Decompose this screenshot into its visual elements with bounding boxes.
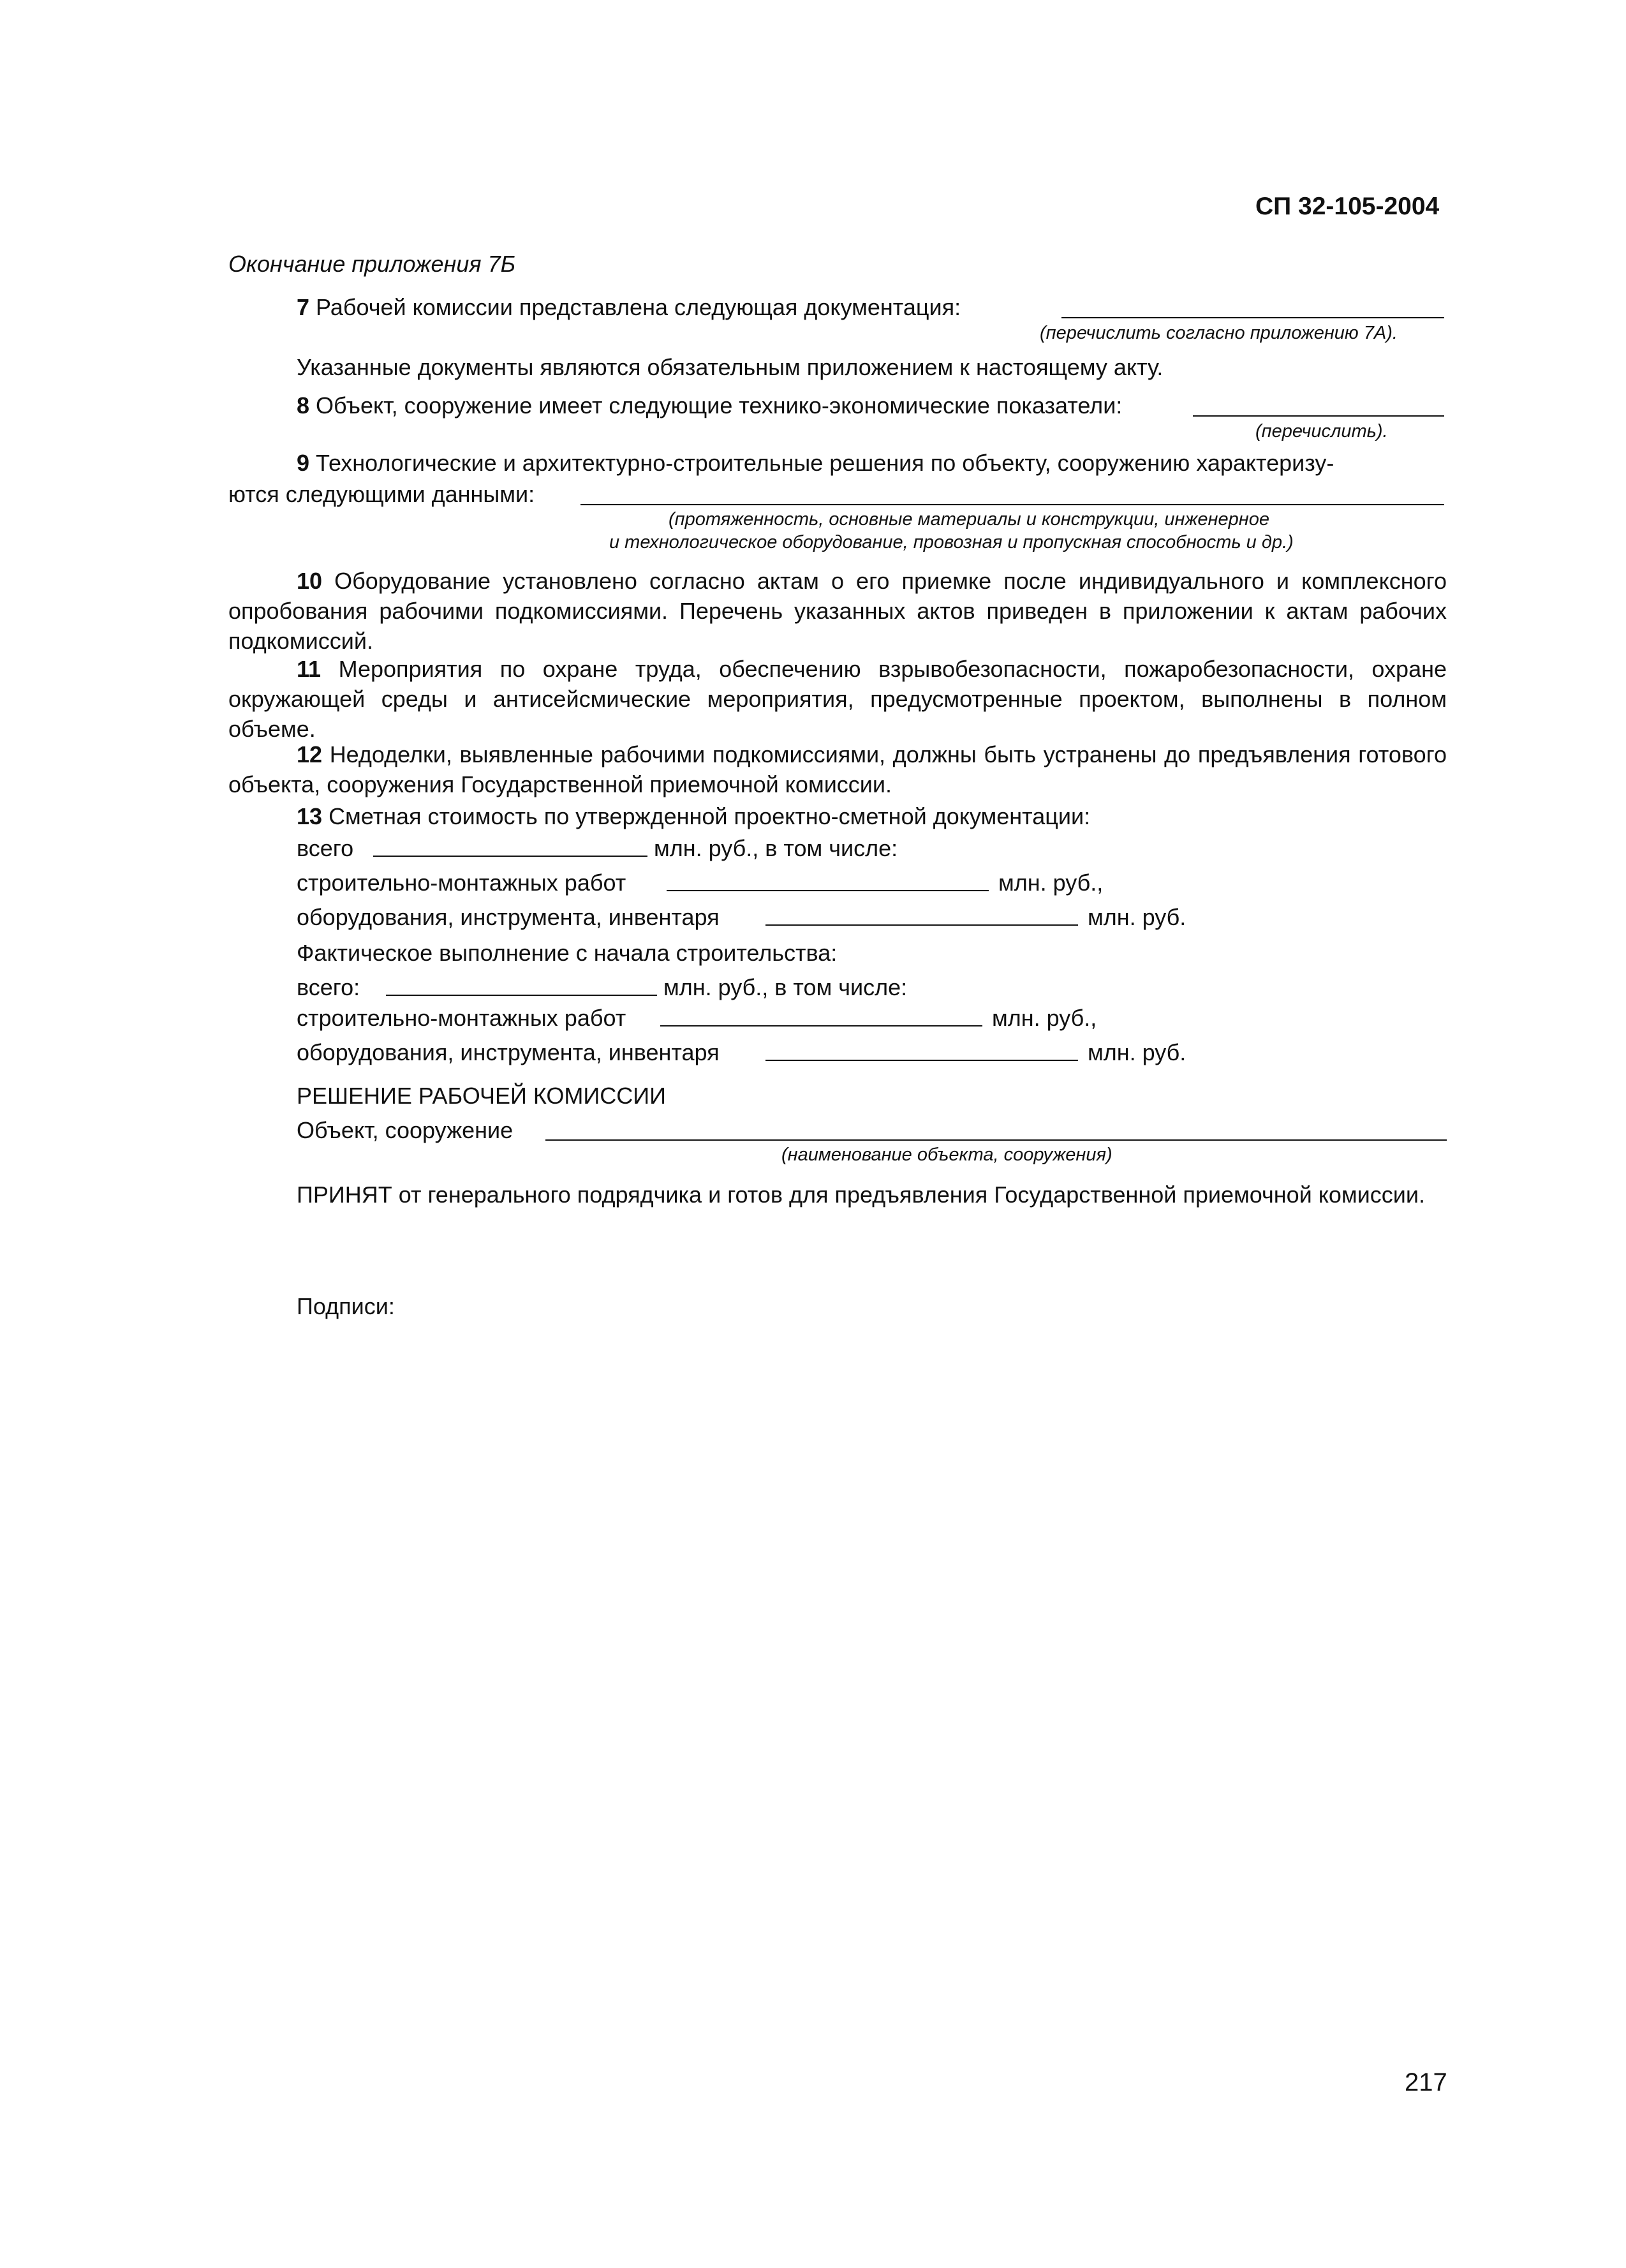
item-8 — [297, 394, 1122, 417]
estimate-smr-label: строительно-монтажных работ — [297, 870, 626, 896]
accepted-statement: ПРИНЯТ от генерального подрядчика и готов для предъявления Государственной приемочной комиссии. — [297, 1182, 1426, 1208]
item-7 — [297, 296, 961, 319]
item-13 — [297, 805, 1090, 828]
actual-equipment-blank[interactable] — [765, 1060, 1078, 1061]
item-number: 9 — [297, 450, 310, 476]
item-10 — [228, 567, 1447, 656]
actual-smr-label: строительно-монтажных работ — [297, 1005, 626, 1031]
estimate-smr-suffix: млн. руб., — [998, 870, 1104, 896]
actual-smr-suffix: млн. руб., — [992, 1005, 1097, 1031]
decision-title: РЕШЕНИЕ РАБОЧЕЙ КОМИССИИ — [297, 1083, 667, 1109]
signatures-label: Подписи: — [297, 1293, 395, 1319]
item-9-hint-1: (протяженность, основные материалы и конструкции, инженерное — [669, 509, 1269, 530]
object-name-blank[interactable] — [545, 1139, 1447, 1141]
item-9-hint-2: и технологическое оборудование, провозная и пропускная способность и др.) — [609, 532, 1294, 552]
object-hint: (наименование объекта, сооружения) — [781, 1145, 1112, 1165]
item-8-blank-line[interactable] — [1193, 415, 1444, 417]
item-12 — [228, 740, 1447, 800]
actual-equipment-suffix: млн. руб. — [1088, 1039, 1186, 1065]
item-number: 13 — [297, 803, 323, 829]
item-number: 11 — [297, 656, 322, 682]
item-number: 7 — [297, 294, 310, 320]
item-text: Мероприятия по охране труда, обеспечению взрывобезопасности, пожаробезопасности, охране окружающей среды и антисейсмические мероприятия, предусмотренные проектом, выполнены в полном объеме. — [228, 656, 1447, 742]
actual-total-blank[interactable] — [386, 995, 657, 996]
item-number: 8 — [297, 392, 310, 419]
item-text: Технологические и архитектурно-строительные решения по объекту, сооружению характеризу- — [316, 450, 1334, 476]
estimate-total-blank[interactable] — [373, 856, 647, 857]
actual-title: Фактическое выполнение с начала строительства: — [297, 940, 838, 966]
actual-equipment-label: оборудования, инструмента, инвентаря — [297, 1039, 720, 1065]
item-text: Оборудование установлено согласно актам о его приемке после индивидуального и комплексного опробования рабочими подкомиссиями. Перечень указанных актов приведен в приложении к актам рабочих подкомиссий. — [228, 568, 1447, 654]
item-text: Недоделки, выявленные рабочими подкомиссиями, должны быть устранены до предъявления готового объекта, сооружения Государственной приемочной комиссии. — [228, 741, 1447, 797]
item-7-blank-line[interactable] — [1061, 317, 1444, 318]
estimate-equipment-blank[interactable] — [765, 924, 1078, 926]
appendix-title: Окончание приложения 7Б — [228, 251, 516, 277]
item-9-blank-line[interactable] — [580, 504, 1444, 505]
item-9-line-2: ются следующими данными: — [228, 481, 535, 507]
page-number: 217 — [1405, 2068, 1447, 2096]
actual-total-label: всего: — [297, 974, 360, 1000]
item-11 — [228, 655, 1447, 744]
object-label: Объект, сооружение — [297, 1117, 514, 1143]
actual-total-suffix: млн. руб., в том числе: — [663, 974, 908, 1000]
item-7-hint: (перечислить согласно приложению 7А). — [1040, 323, 1398, 343]
item-number: 12 — [297, 741, 323, 767]
item-text: Сметная стоимость по утвержденной проектно-сметной документации: — [329, 803, 1091, 829]
document-code: СП 32-105-2004 — [1255, 193, 1440, 220]
item-text: Рабочей комиссии представлена следующая документация: — [316, 294, 961, 320]
item-text: Объект, сооружение имеет следующие технико-экономические показатели: — [316, 392, 1123, 419]
actual-smr-blank[interactable] — [660, 1025, 982, 1027]
estimate-total-label: всего — [297, 835, 354, 861]
estimate-total-suffix: млн. руб., в том числе: — [654, 835, 898, 861]
item-8-hint: (перечислить). — [1255, 421, 1388, 441]
item-9-line-1 — [297, 452, 1334, 475]
estimate-equipment-label: оборудования, инструмента, инвентаря — [297, 904, 720, 930]
documents-note: Указанные документы являются обязательным приложением к настоящему акту. — [297, 354, 1164, 380]
estimate-equipment-suffix: млн. руб. — [1088, 904, 1186, 930]
estimate-smr-blank[interactable] — [667, 890, 989, 891]
item-number: 10 — [297, 568, 323, 594]
